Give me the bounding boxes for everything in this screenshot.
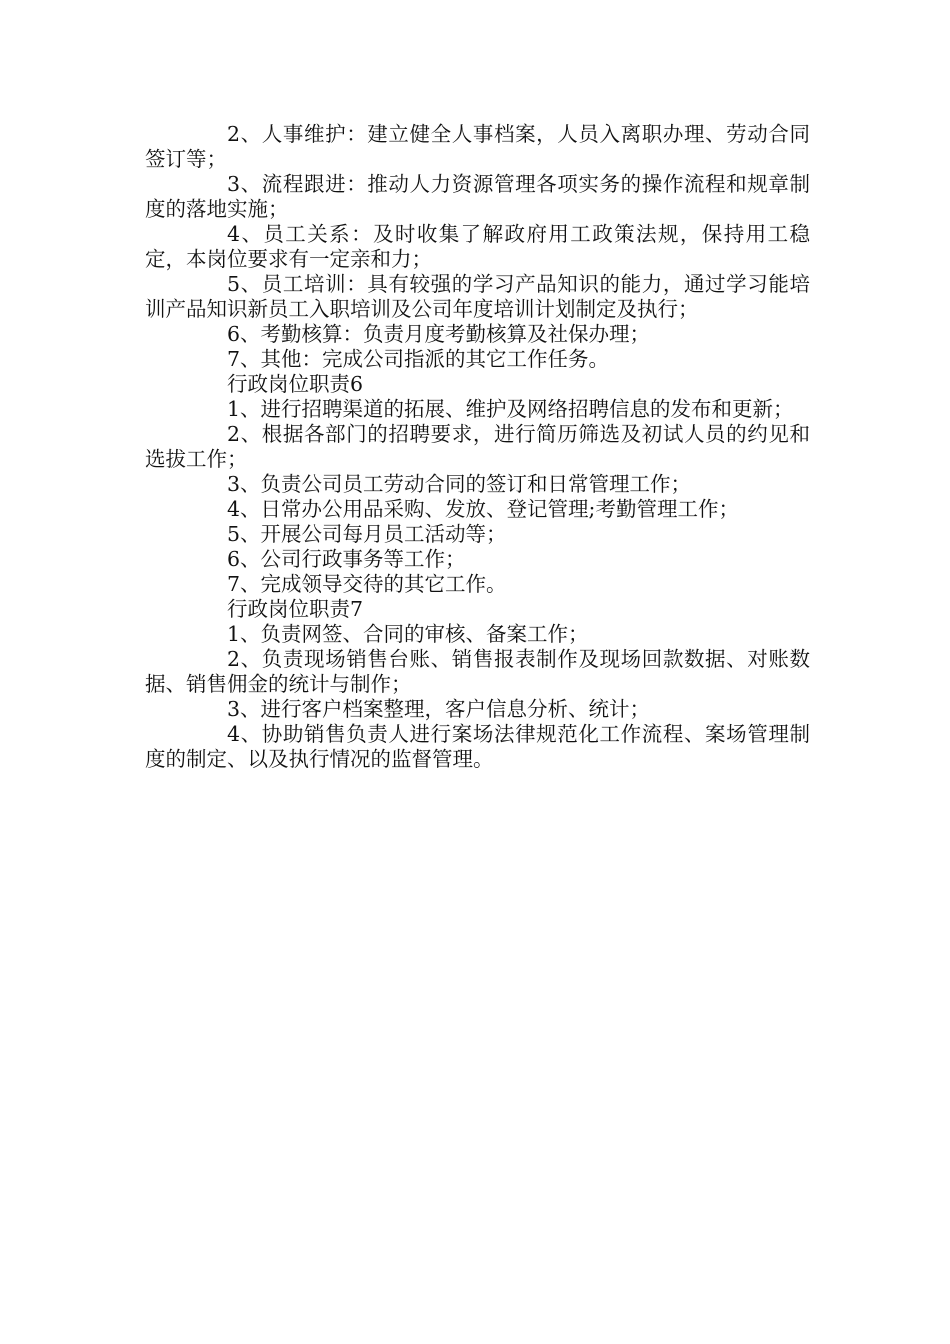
paragraph: 4、员工关系：及时收集了解政府用工政策法规，保持用工稳定，本岗位要求有一定亲和力； — [145, 222, 810, 271]
paragraph: 6、考勤核算：负责月度考勤核算及社保办理； — [227, 322, 651, 346]
paragraph: 7、完成领导交待的其它工作。 — [227, 572, 507, 596]
document-body — [145, 122, 810, 772]
paragraph: 2、人事维护：建立健全人事档案，人员入离职办理、劳动合同签订等； — [145, 122, 810, 171]
paragraph: 3、负责公司员工劳动合同的签订和日常管理工作； — [227, 472, 692, 496]
paragraph: 1、负责网签、合同的审核、备案工作； — [227, 622, 589, 646]
paragraph: 1、进行招聘渠道的拓展、维护及网络招聘信息的发布和更新； — [227, 397, 794, 421]
section-heading: 行政岗位职责6 — [227, 372, 364, 396]
paragraph: 7、其他：完成公司指派的其它工作任务。 — [227, 347, 610, 371]
paragraph: 4、日常办公用品采购、发放、登记管理;考勤管理工作； — [227, 497, 739, 521]
paragraph: 3、进行客户档案整理，客户信息分析、统计； — [227, 697, 651, 721]
paragraph: 5、开展公司每月员工活动等； — [227, 522, 507, 546]
paragraph: 2、负责现场销售台账、销售报表制作及现场回款数据、对账数据、销售佣金的统计与制作； — [145, 647, 810, 696]
paragraph: 3、流程跟进：推动人力资源管理各项实务的操作流程和规章制度的落地实施； — [145, 172, 810, 221]
paragraph: 4、协助销售负责人进行案场法律规范化工作流程、案场管理制度的制定、以及执行情况的监督管理。 — [145, 722, 810, 771]
paragraph: 2、根据各部门的招聘要求，进行简历筛选及初试人员的约见和选拔工作； — [145, 422, 810, 471]
section-heading: 行政岗位职责7 — [227, 597, 364, 621]
paragraph: 6、公司行政事务等工作； — [227, 547, 466, 571]
paragraph: 5、员工培训：具有较强的学习产品知识的能力，通过学习能培训产品知识新员工入职培训及公司年度培训计划制定及执行； — [145, 272, 810, 321]
